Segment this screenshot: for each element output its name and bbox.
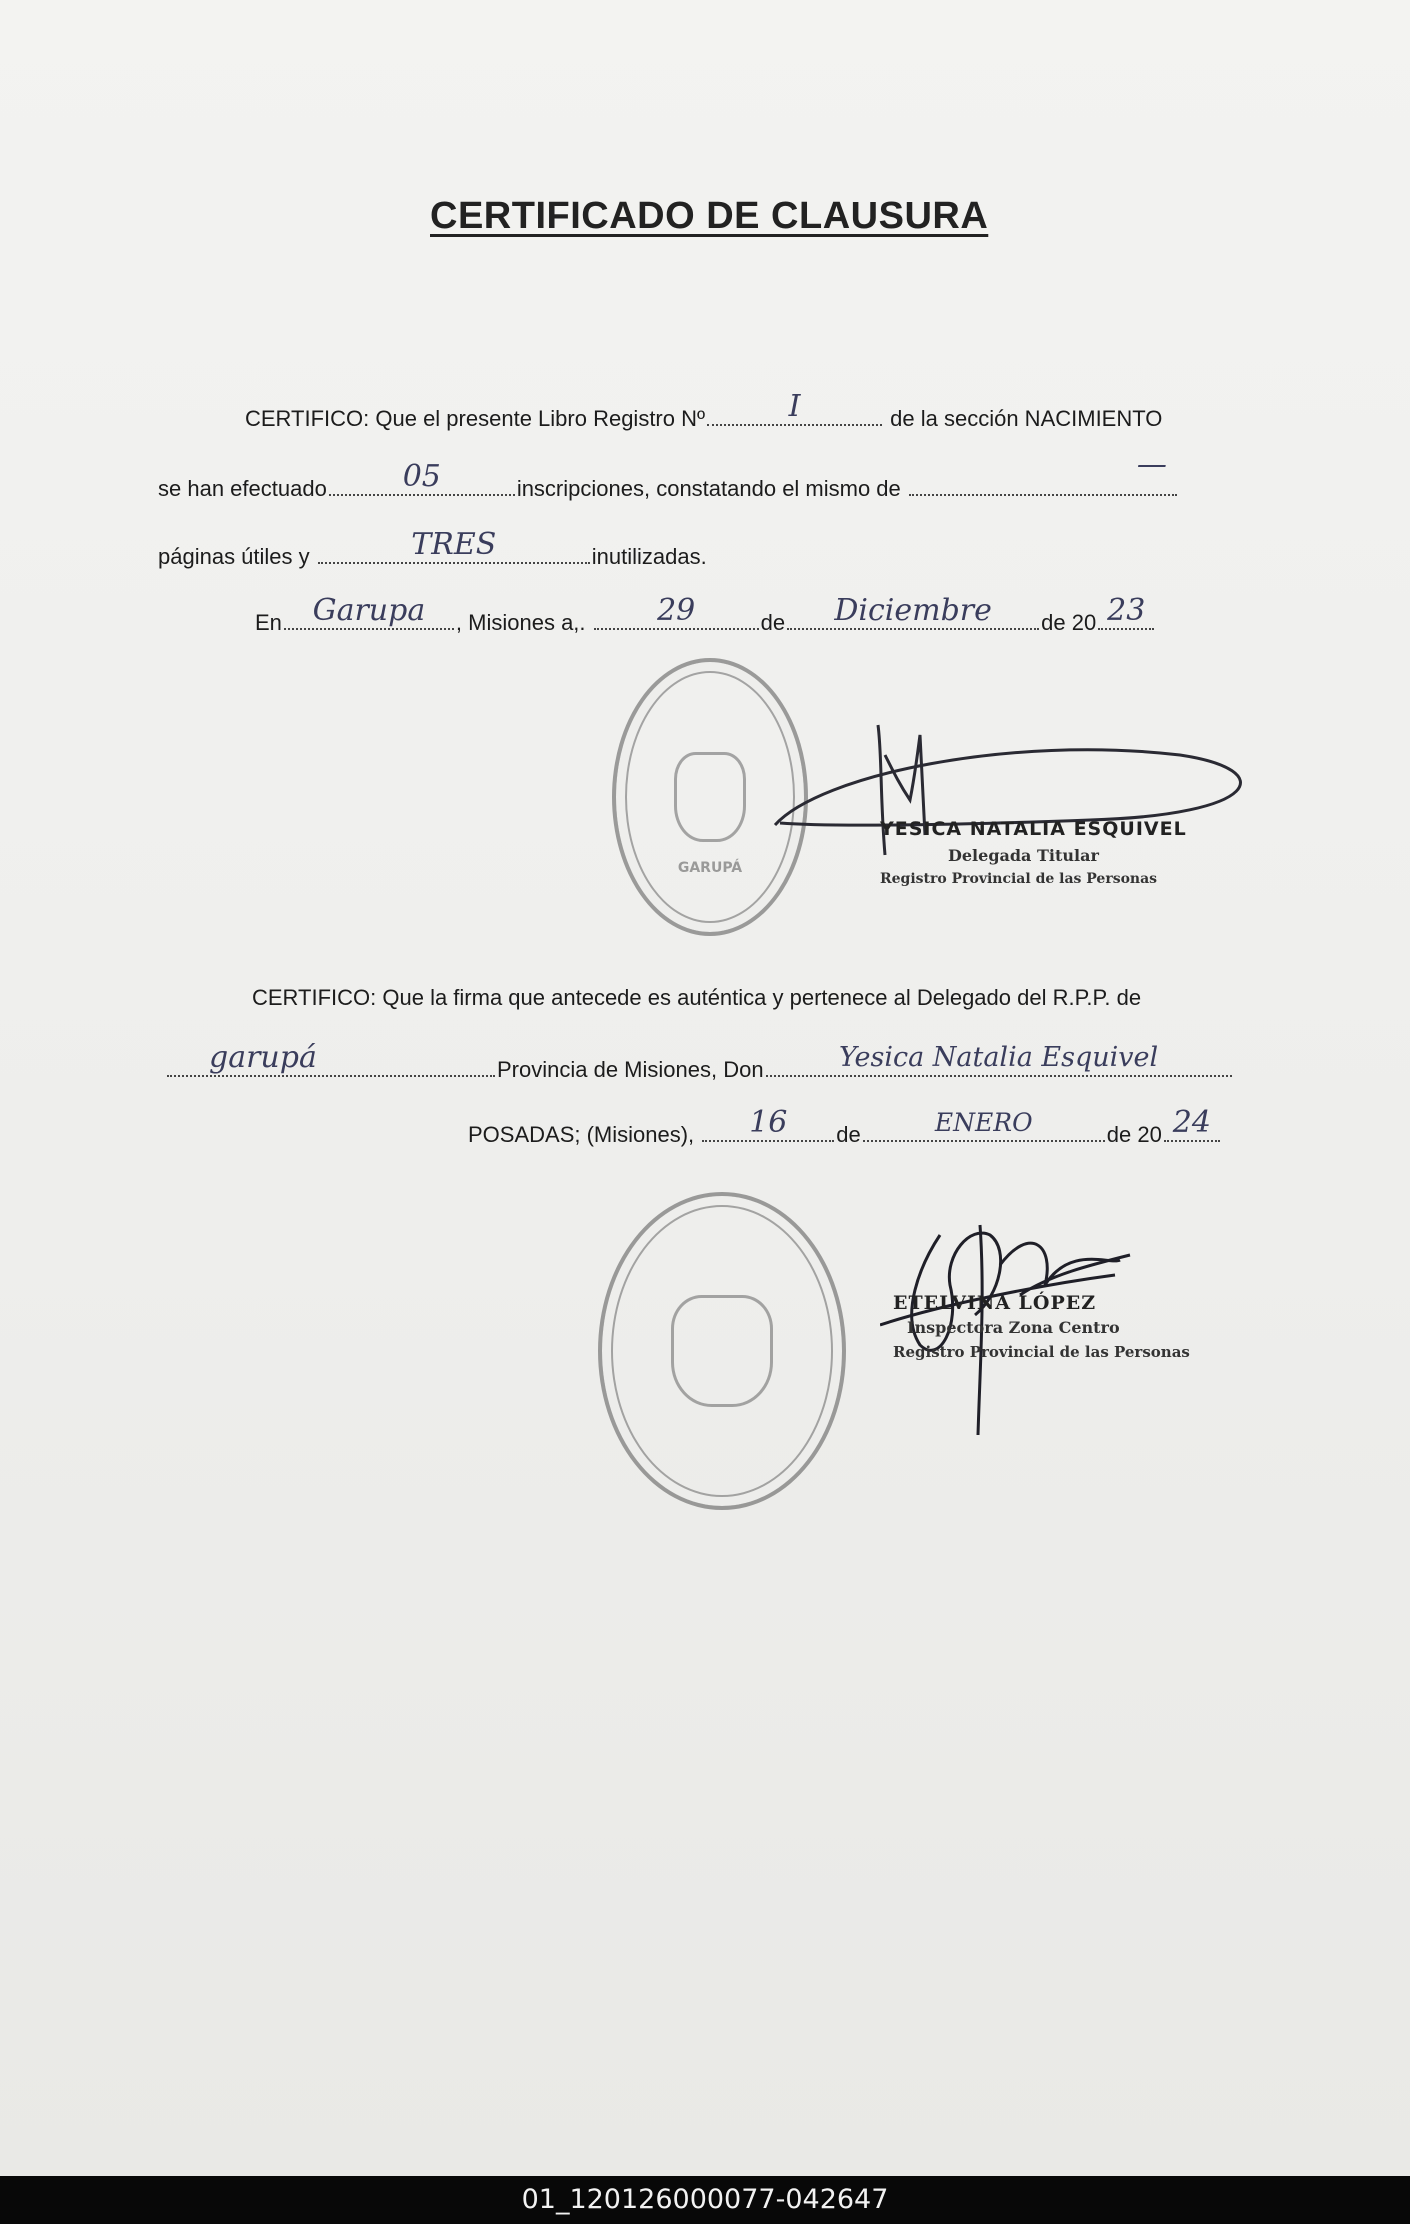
scan-id-footer: 01_120126000077-042647 [0,2176,1410,2224]
signer-1-office: Registro Provincial de las Personas [880,871,1158,887]
handwritten-mes: Diciembre [834,593,992,628]
handwritten-delegado-lugar: garupá [209,1040,317,1075]
handwritten-inscripciones: 05 [402,459,441,494]
signer-1-name: YESICA NATALIA ESQUIVEL [880,818,1187,840]
paginas-field [909,447,1177,496]
anio-field [1098,593,1154,630]
handwritten-posadas-anio: 24 [1172,1105,1211,1140]
cert2-text: Provincia de Misiones, Don [497,1057,764,1082]
coat-of-arms-icon [674,752,746,842]
posadas-mes-field [863,1108,1105,1142]
coat-of-arms-icon [671,1295,773,1407]
cert2-text: de [836,1122,861,1147]
delegado-lugar-field [167,1040,495,1077]
signer-1-role: Delegada Titular [948,846,1099,865]
official-seal-stamp-2 [598,1192,846,1510]
signer-2-role: Inspectora Zona Centro [907,1318,1120,1337]
mes-field [787,593,1039,630]
signature-1-caption [880,818,1187,887]
document-title: CERTIFICADO DE CLAUSURA [430,195,989,237]
stamp-text: GARUPÁ [677,860,743,876]
posadas-dia-field [702,1105,834,1142]
cert1-text: , Misiones a,. [455,610,586,635]
handwritten-paginas-dash: — [1136,447,1167,482]
cert2-line-1: CERTIFICO: Que la firma que antecede es auténtica y pertenece al Delegado del R.P.P. de [252,985,1142,1010]
cert1-text: En [255,610,282,635]
lugar-field [284,593,454,630]
handwritten-lugar: Garupa [312,593,426,628]
cert1-text: de 20 [1041,610,1097,635]
libro-number-field [707,389,882,426]
cert2-line-2 [165,1040,1234,1083]
cert1-line-1 [245,389,1163,432]
cert1-text: inscripciones, constatando el mismo de [516,476,901,501]
handwritten-inutilizadas: TRES [411,527,497,562]
handwritten-posadas-mes: ENERO [934,1108,1033,1137]
cert1-line-3 [158,527,707,570]
signature-2-caption [893,1292,1190,1361]
handwritten-dia: 29 [657,593,696,628]
cert1-text: páginas útiles y [158,544,310,569]
cert1-text: inutilizadas. [591,544,707,569]
cert2-text: de 20 [1106,1122,1162,1147]
cert1-text: de la sección NACIMIENTO [890,406,1163,431]
posadas-anio-field [1164,1105,1220,1142]
signer-2-office: Registro Provincial de las Personas [893,1343,1190,1361]
cert1-text: se han efectuado [158,476,327,501]
inutilizadas-field [318,527,590,564]
inscripciones-field [329,459,515,496]
handwritten-posadas-dia: 16 [749,1105,788,1140]
dia-field [594,593,759,630]
handwritten-anio: 23 [1107,593,1146,628]
cert2-text: POSADAS; (Misiones), [468,1122,695,1147]
cert1-text: de [760,610,786,635]
handwritten-libro-number: I [788,389,801,424]
handwritten-delegado-nombre: Yesica Natalia Esquivel [839,1042,1159,1073]
delegado-nombre-field [766,1042,1232,1077]
cert1-line-2 [158,447,1179,502]
cert1-text: CERTIFICO: Que el presente Libro Registro Nº [245,406,706,431]
cert1-line-4 [255,593,1156,636]
cert2-line-3 [468,1105,1222,1148]
signer-2-name: ETELVINA LÓPEZ [893,1292,1097,1314]
